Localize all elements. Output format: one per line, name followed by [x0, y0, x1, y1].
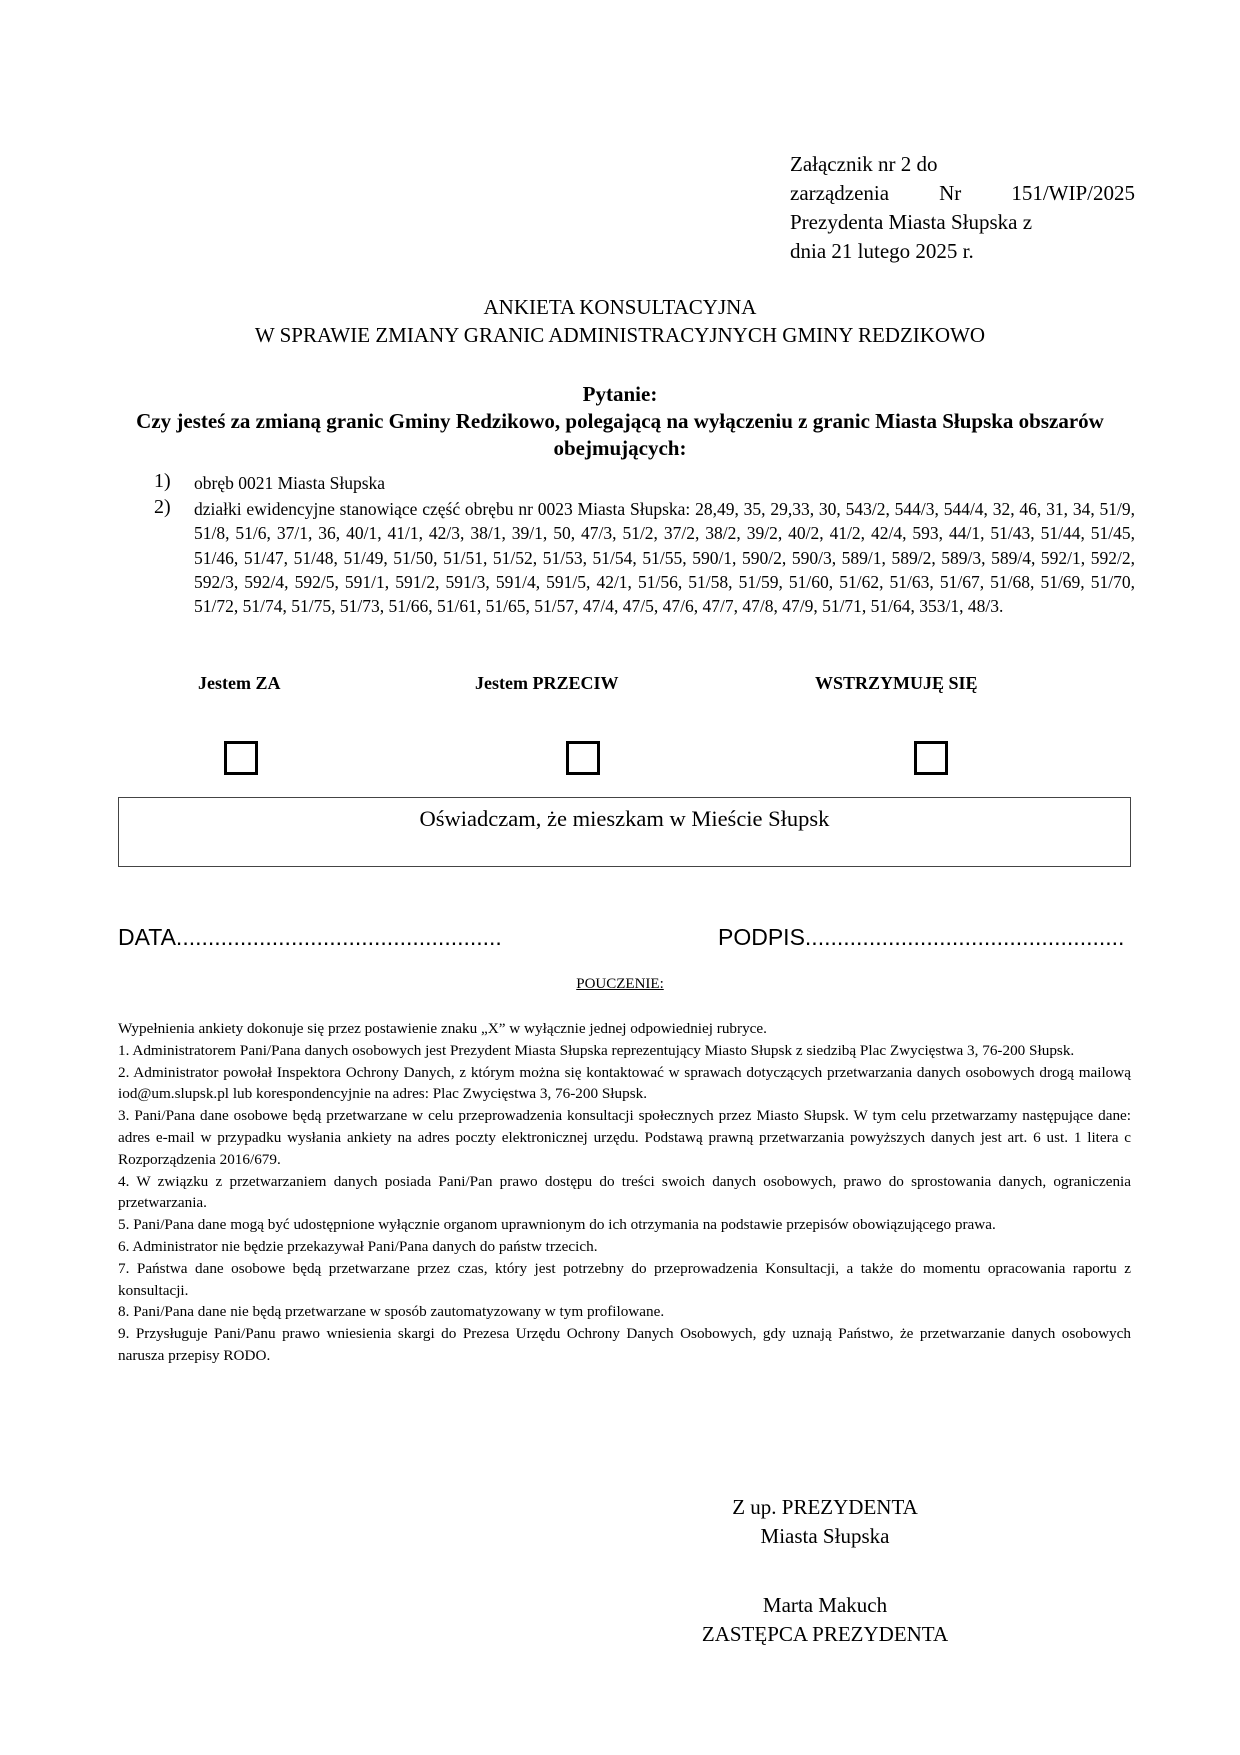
instruction-paragraph: 1. Administratorem Pani/Pana danych osobowych jest Prezydent Miasta Słupska reprezentujący Miasto Słupsk z siedzibą Plac Zwycięstwa 3, 76-200 Słupsk. — [118, 1041, 1075, 1059]
list-item-text: obręb 0021 Miasta Słupska — [194, 473, 386, 493]
residence-declaration-text: Oświadczam, że mieszkam w Mieście Słupsk — [419, 806, 830, 831]
list-item — [150, 471, 1135, 495]
document-title — [0, 293, 1240, 349]
option-abstain-checkbox[interactable] — [914, 741, 948, 775]
option-against-checkbox[interactable] — [566, 741, 600, 775]
question-block — [120, 381, 1120, 462]
title-line-1: ANKIETA KONSULTACYJNA — [483, 295, 757, 319]
question-label: Pytanie: — [582, 382, 658, 406]
instruction-paragraph: 3. Pani/Pana dane osobowe będą przetwarzane w celu przeprowadzenia konsultacji społecznych przez Miasto Słupsk. W tym celu przetwarzamy następujące dane: adres e-mail w przypadku wysłania ankiety na adres poczty elektronicznej urzędu. Podstawą prawną przetwarzania powyższych danych jest art. 6 ust. 1 litera c Rozporządzenia 2016/679. — [118, 1107, 1131, 1168]
signoff-person — [590, 1591, 1060, 1649]
option-abstain-label: WSTRZYMUJĘ SIĘ — [815, 673, 978, 693]
list-item-number: 2) — [154, 496, 171, 519]
instruction-paragraph: 5. Pani/Pana dane mogą być udostępnione wyłącznie organom uprawnionym do ich otrzymania na podstawie przepisów obowiązującego prawa. — [118, 1216, 996, 1234]
annex-line-3: Prezydenta Miasta Słupska z — [790, 210, 1033, 234]
instruction-paragraph: 9. Przysługuje Pani/Panu prawo wniesienia skargi do Prezesa Urzędu Ochrony Danych Osobowych, gdy uznają Państwo, że przetwarzanie danych osobowych narusza przepisy RODO. — [118, 1325, 1131, 1364]
instruction-paragraph: 6. Administrator nie będzie przekazywał Pani/Pana danych do państw trzecich. — [118, 1237, 598, 1255]
signoff-line-1: Z up. PREZYDENTA — [732, 1495, 918, 1519]
annex-line-2-b: Nr — [939, 181, 962, 205]
signoff-role: ZASTĘPCA PREZYDENTA — [701, 1622, 949, 1646]
title-line-2: W SPRAWIE ZMIANY GRANIC ADMINISTRACYJNYCH GMINY REDZIKOWO — [254, 323, 986, 347]
instruction-paragraph: 4. W związku z przetwarzaniem danych posiada Pani/Pan prawo dostępu do treści swoich danych osobowych, prawo do sprostowania danych, ograniczenia przetwarzania. — [118, 1172, 1131, 1212]
option-for-label: Jestem ZA — [198, 673, 281, 693]
date-field[interactable]: DATA................................................... — [118, 924, 502, 950]
annex-line-1: Załącznik nr 2 do — [790, 152, 938, 176]
instructions-body — [118, 1018, 1131, 1367]
annex-line-2 — [790, 179, 1135, 208]
list-item — [150, 497, 1135, 618]
annex-line-2-c: 151/WIP/2025 — [1011, 181, 1135, 205]
option-for-checkbox[interactable] — [224, 741, 258, 775]
annex-reference — [790, 150, 1135, 266]
areas-list — [150, 471, 1135, 618]
instruction-paragraph: 7. Państwa dane osobowe będą przetwarzane przez czas, który jest potrzebny do przeprowadzenia Konsultacji, a także do momentu opracowania raportu z konsultacji. — [118, 1259, 1131, 1299]
signoff-name: Marta Makuch — [762, 1593, 888, 1617]
instructions-heading — [0, 976, 1240, 993]
list-item-text: działki ewidencyjne stanowiące część obrębu nr 0023 Miasta Słupska: 28,49, 35, 29,33, 30, 543/2, 544/3, 544/4, 32, 46, 31, 34, 51/9, 51/8, 51/6, 37/1, 36, 40/1, 41/1, 42/3, 38/1, 39/1, 50, 47/3, 51/2, 37/2, 38/2, 39/2, 40/2, 41/2, 42/4, 593, 44/1, 51/43, 51/44, 51/45, 51/46, 51/47, 51/48, 51/49, 51/50, 51/51, 51/52, 51/53, 51/54, 51/55, 590/1, 590/2, 590/3, 589/1, 589/2, 589/3, 589/4, 592/1, 592/2, 592/3, 592/4, 592/5, 591/1, 591/2, 591/3, 591/4, 591/5, 42/1, 51/56, 51/58, 51/59, 51/60, 51/62, 51/63, 51/67, 51/68, 51/69, 51/70, 51/72, 51/74, 51/75, 51/73, 51/66, 51/61, 51/65, 51/57, 47/4, 47/5, 47/6, 47/7, 47/8, 47/9, 51/71, 51/64, 353/1, 48/3. — [194, 499, 1135, 617]
signoff-authority — [590, 1493, 1060, 1551]
signoff-line-2: Miasta Słupska — [760, 1524, 890, 1548]
instructions-heading-text: POUCZENIE: — [576, 976, 664, 992]
instruction-paragraph: 2. Administrator powołał Inspektora Ochrony Danych, z którym można się kontaktować w sprawach dotyczących przetwarzania danych osobowych drogą mailową iod@um.slupsk.pl lub korespondencyjnie na adres: Plac Zwycięstwa 3, 76-200 Słupsk. — [118, 1063, 1131, 1103]
option-against-label: Jestem PRZECIW — [475, 673, 619, 693]
annex-line-4: dnia 21 lutego 2025 r. — [790, 239, 974, 263]
instruction-paragraph: 8. Pani/Pana dane nie będą przetwarzane w sposób zautomatyzowany w tym profilowane. — [118, 1303, 665, 1321]
list-item-number: 1) — [154, 470, 171, 492]
question-text: Czy jesteś za zmianą granic Gminy Redzikowo, polegającą na wyłączeniu z granic Miasta Słupska obszarów obejmujących: — [136, 409, 1104, 460]
residence-declaration-box[interactable] — [118, 797, 1131, 867]
signature-field[interactable]: PODPIS.................................................. — [718, 924, 1125, 950]
annex-line-2-a: zarządzenia — [790, 181, 890, 205]
instruction-paragraph: Wypełnienia ankiety dokonuje się przez postawienie znaku „X” w wyłącznie jednej odpowiedniej rubryce. — [118, 1020, 767, 1037]
